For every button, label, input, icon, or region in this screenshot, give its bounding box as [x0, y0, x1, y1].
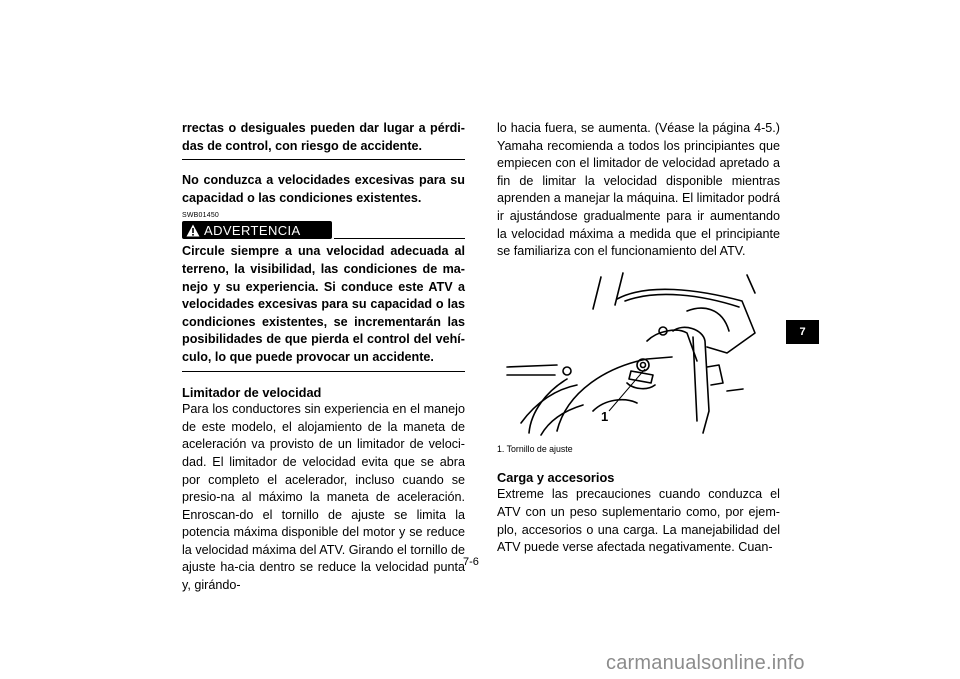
speed-warning-heading: No conduzca a velocidades excesivas para su capacidad o las condiciones existentes. — [182, 173, 465, 205]
figure-callout-number: 1 — [601, 408, 609, 424]
warning-continuation: rrectas o desiguales pueden dar lugar a pérdi-das de control, con riesgo de accidente. — [182, 121, 465, 153]
warning-text: Circule siempre a una velocidad adecuada al terreno, la visibilidad, las condiciones de ma-nejo y su experiencia. Si conduce este ATV a velocidades excesivas para su capacidad o las condiciones existentes, se incrementarán las posibilidades de que pierda el control del vehí-culo, lo que puede provocar un accidente. — [182, 244, 465, 364]
chapter-tab: 7 — [786, 320, 819, 344]
warning-badge — [182, 221, 332, 239]
right-column — [497, 120, 780, 557]
throttle-illustration — [497, 271, 780, 439]
warning-badge-line — [334, 238, 465, 239]
section-title-load-accessories: Carga y accesorios — [497, 469, 615, 485]
warning-badge-row — [182, 221, 465, 239]
section-title-speed-limiter: Limitador de velocidad — [182, 384, 322, 400]
page-number: 7-6 — [463, 556, 479, 568]
section-body-load-accessories: Extreme las precauciones cuando conduzca el ATV con un peso suplementario como, por ejem-plo, accesorios o una carga. La manejabilidad del ATV puede verse afectada negativamente. Cuan- — [497, 487, 780, 555]
section-body-speed-limiter: Para los conductores sin experiencia en el manejo de este modelo, el alojamiento de la maneta de aceleración va provisto de un limitador de veloci-dad. El limitador de velocidad evita que se abra por completo el acelerador, incluso cuando se presio-na al máximo la maneta de aceleración. Enroscan-do el tornillo de ajuste se limita la potencia máxima disponible del motor y se reduce la velocidad máxima del ATV. Girando el tornillo de ajuste ha-cia dentro se reduce la velocidad punta y, girándo- — [182, 402, 465, 593]
warning-badge-label: ADVERTENCIA — [204, 222, 301, 238]
warning-triangle-icon — [186, 224, 200, 237]
divider-line — [182, 159, 465, 160]
warning-code: SWB01450 — [182, 212, 220, 220]
watermark: carmanualsonline.info — [606, 652, 805, 674]
warning-end-line — [182, 371, 465, 372]
figure-caption: 1. Tornillo de ajuste — [497, 443, 573, 454]
left-column — [182, 120, 465, 595]
body-continuation: lo hacia fuera, se aumenta. (Véase la página 4-5.) Yamaha recomienda a todos los principiantes que empiecen con el limitador de velocidad apretado a fin de limitar la velocidad disponible mientras aprenden a manejar la máquina. El limitador podrá ir ajustándose gradualmente para ir aumentando la velocidad máxima a medida que el principiante se familiariza con el funcionamiento del ATV. — [497, 121, 780, 259]
figure-throttle-adjusting-screw — [497, 271, 780, 439]
